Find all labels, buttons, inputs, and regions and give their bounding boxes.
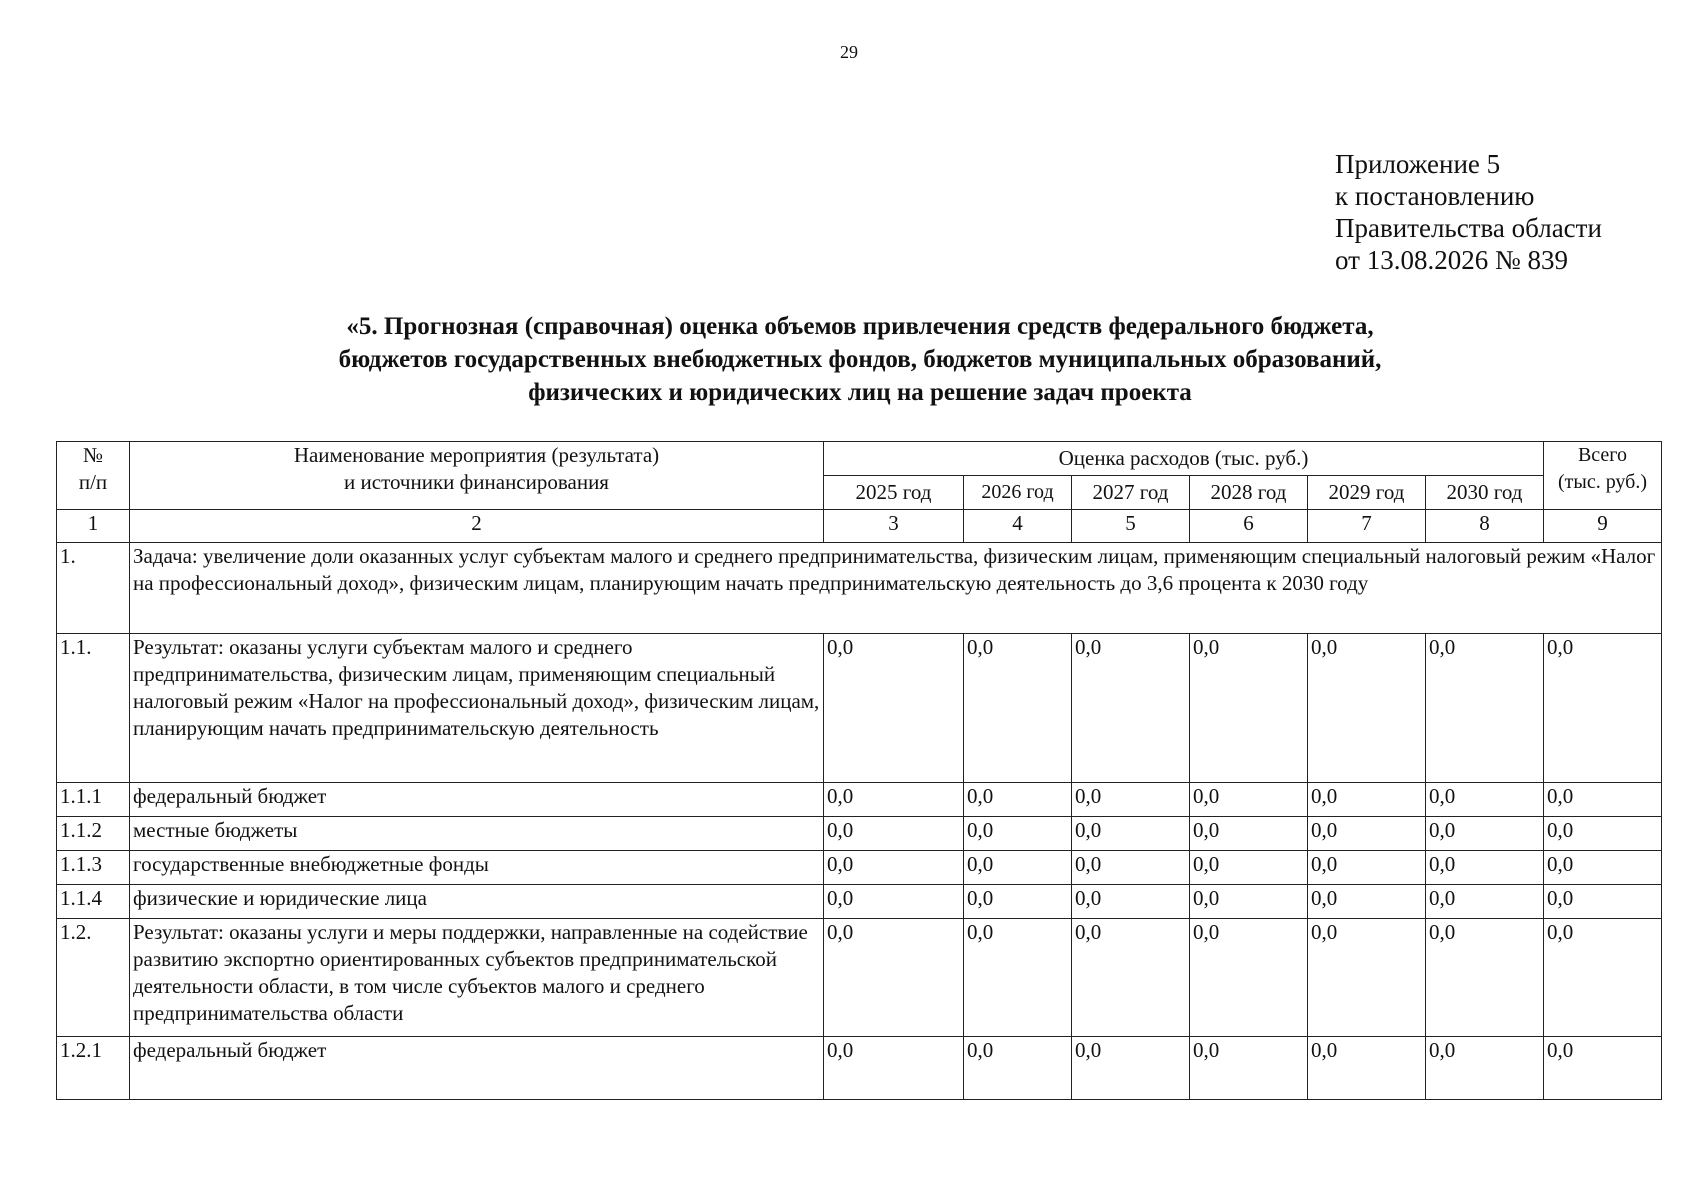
value-cell: 0,0 xyxy=(1544,919,1662,1037)
value-cell: 0,0 xyxy=(1072,919,1190,1037)
year-header-cell: 2026 год xyxy=(964,476,1072,510)
value-cell: 0,0 xyxy=(1426,885,1544,919)
annex-line: к постановлению xyxy=(1335,181,1535,211)
column-number-cell: 2 xyxy=(130,510,824,543)
value-cell: 0,0 xyxy=(1544,885,1662,919)
value-cell: 0,0 xyxy=(1308,885,1426,919)
column-number-cell: 6 xyxy=(1190,510,1308,543)
value-cell: 0,0 xyxy=(1544,783,1662,817)
row-num-cell: 1.1.4 xyxy=(57,885,130,919)
value-cell: 0,0 xyxy=(824,817,964,851)
header-name-cell xyxy=(130,442,824,510)
value-cell: 0,0 xyxy=(1190,851,1308,885)
task-row xyxy=(57,543,1662,634)
value-cell: 0,0 xyxy=(1072,851,1190,885)
annex-line: Приложение 5 xyxy=(1335,149,1501,179)
value-cell: 0,0 xyxy=(1426,783,1544,817)
table-row xyxy=(57,885,1662,919)
row-name-cell: Результат: оказаны услуги субъектам малого и среднего предпринимательства, физическим лицам, применяющим специальный налоговый режим «Налог на профессиональный доход», физическим лицам, планирующим начать предпринимательскую деятельность xyxy=(130,634,824,783)
column-number-cell: 1 xyxy=(57,510,130,543)
year-header-cell: 2025 год xyxy=(824,476,964,510)
header-row xyxy=(57,442,1662,476)
value-cell: 0,0 xyxy=(1190,634,1308,783)
annex-line: от 13.08.2026 № 839 xyxy=(1335,245,1568,275)
value-cell: 0,0 xyxy=(1190,817,1308,851)
value-cell: 0,0 xyxy=(1308,919,1426,1037)
row-num-cell: 1.1.2 xyxy=(57,817,130,851)
table-row xyxy=(57,634,1662,783)
value-cell: 0,0 xyxy=(964,885,1072,919)
annex-block xyxy=(1335,148,1602,276)
value-cell: 0,0 xyxy=(824,851,964,885)
header-name-label: и источники финансирования xyxy=(344,470,609,494)
value-cell: 0,0 xyxy=(1308,851,1426,885)
column-number-cell: 8 xyxy=(1426,510,1544,543)
row-num-cell: 1.1. xyxy=(57,634,130,783)
row-num-cell: 1.1.1 xyxy=(57,783,130,817)
year-header-cell: 2029 год xyxy=(1308,476,1426,510)
value-cell: 0,0 xyxy=(1426,851,1544,885)
value-cell: 0,0 xyxy=(1190,783,1308,817)
year-header-cell: 2030 год xyxy=(1426,476,1544,510)
document-title xyxy=(60,310,1660,409)
row-name-cell: федеральный бюджет xyxy=(130,1037,824,1100)
value-cell: 0,0 xyxy=(824,919,964,1037)
header-total-label: Всего xyxy=(1577,444,1628,466)
header-num-label: п/п xyxy=(78,470,108,494)
value-cell: 0,0 xyxy=(824,783,964,817)
value-cell: 0,0 xyxy=(1072,1037,1190,1100)
value-cell: 0,0 xyxy=(964,783,1072,817)
title-line: бюджетов государственных внебюджетных фондов, бюджетов муниципальных образований, xyxy=(338,346,1382,373)
row-name-cell: государственные внебюджетные фонды xyxy=(130,851,824,885)
row-name-cell: Результат: оказаны услуги и меры поддержки, направленные на содействие развитию экспортно ориентированных субъектов предпринимательской деятельности области, в том числе субъектов малого и среднего предпринимательства области xyxy=(130,919,824,1037)
value-cell: 0,0 xyxy=(824,634,964,783)
value-cell: 0,0 xyxy=(1072,885,1190,919)
header-num-cell xyxy=(57,442,130,510)
header-total-label: (тыс. руб.) xyxy=(1557,471,1648,493)
table-row xyxy=(57,783,1662,817)
table-row xyxy=(57,817,1662,851)
row-name-cell: местные бюджеты xyxy=(130,817,824,851)
table-row xyxy=(57,919,1662,1037)
value-cell: 0,0 xyxy=(1544,634,1662,783)
row-num-cell: 1.2. xyxy=(57,919,130,1037)
value-cell: 0,0 xyxy=(824,885,964,919)
value-cell: 0,0 xyxy=(1190,885,1308,919)
annex-line: Правительства области xyxy=(1335,213,1602,243)
year-header-cell: 2027 год xyxy=(1072,476,1190,510)
value-cell: 0,0 xyxy=(1072,783,1190,817)
value-cell: 0,0 xyxy=(1426,634,1544,783)
value-cell: 0,0 xyxy=(1072,817,1190,851)
task-num-cell: 1. xyxy=(57,543,130,634)
row-name-cell: физические и юридические лица xyxy=(130,885,824,919)
value-cell: 0,0 xyxy=(824,1037,964,1100)
value-cell: 0,0 xyxy=(964,851,1072,885)
budget-table xyxy=(56,441,1662,1100)
value-cell: 0,0 xyxy=(964,1037,1072,1100)
value-cell: 0,0 xyxy=(1544,1037,1662,1100)
value-cell: 0,0 xyxy=(1544,817,1662,851)
column-number-cell: 3 xyxy=(824,510,964,543)
row-num-cell: 1.1.3 xyxy=(57,851,130,885)
page-number: 29 xyxy=(840,42,858,62)
value-cell: 0,0 xyxy=(1190,1037,1308,1100)
table-row xyxy=(57,851,1662,885)
column-number-row xyxy=(57,510,1662,543)
column-number-cell: 5 xyxy=(1072,510,1190,543)
value-cell: 0,0 xyxy=(1190,919,1308,1037)
header-name-label: Наименование мероприятия (результата) xyxy=(293,443,660,467)
value-cell: 0,0 xyxy=(1072,634,1190,783)
column-number-cell: 9 xyxy=(1544,510,1662,543)
value-cell: 0,0 xyxy=(964,919,1072,1037)
value-cell: 0,0 xyxy=(1426,1037,1544,1100)
table-row xyxy=(57,1037,1662,1100)
value-cell: 0,0 xyxy=(1308,1037,1426,1100)
column-number-cell: 4 xyxy=(964,510,1072,543)
header-total-cell xyxy=(1544,442,1662,510)
title-line: физических и юридических лиц на решение задач проекта xyxy=(528,379,1192,406)
value-cell: 0,0 xyxy=(1426,817,1544,851)
task-text-cell: Задача: увеличение доли оказанных услуг субъектам малого и среднего предпринимательства, физическим лицам, применяющим специальный налоговый режим «Налог на профессиональный доход», физическим лицам, планирующим начать предпринимательскую деятельность до 3,6 процента к 2030 году xyxy=(130,543,1662,634)
header-num-label: № xyxy=(82,443,104,467)
value-cell: 0,0 xyxy=(964,634,1072,783)
value-cell: 0,0 xyxy=(1544,851,1662,885)
value-cell: 0,0 xyxy=(1308,634,1426,783)
column-number-cell: 7 xyxy=(1308,510,1426,543)
row-name-cell: федеральный бюджет xyxy=(130,783,824,817)
header-estimate-cell: Оценка расходов (тыс. руб.) xyxy=(824,442,1544,476)
value-cell: 0,0 xyxy=(964,817,1072,851)
title-line: «5. Прогнозная (справочная) оценка объемов привлечения средств федерального бюджета, xyxy=(346,313,1374,340)
year-header-cell: 2028 год xyxy=(1190,476,1308,510)
value-cell: 0,0 xyxy=(1308,817,1426,851)
value-cell: 0,0 xyxy=(1308,783,1426,817)
value-cell: 0,0 xyxy=(1426,919,1544,1037)
row-num-cell: 1.2.1 xyxy=(57,1037,130,1100)
